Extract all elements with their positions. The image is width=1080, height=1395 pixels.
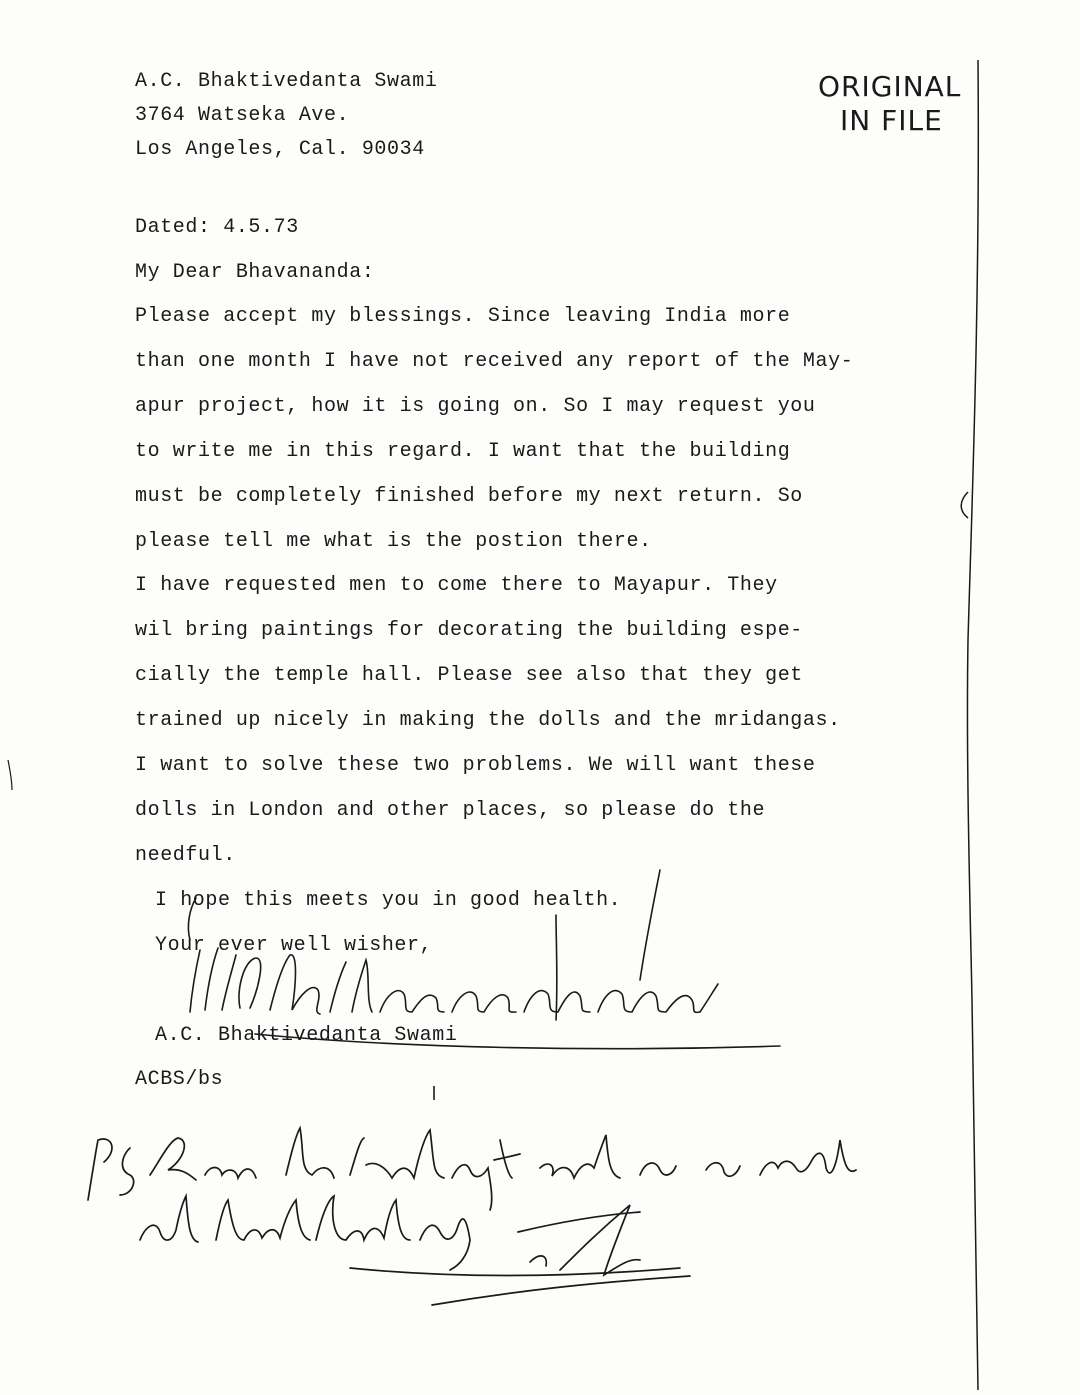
body-line: wil bring paintings for decorating the building espe-: [135, 619, 803, 642]
body-line: must be completely finished before my next return. So: [135, 485, 803, 508]
body-line: cially the temple hall. Please see also that they get: [135, 664, 803, 687]
body-line: needful.: [135, 844, 236, 867]
typist-initials: ACBS/bs: [135, 1068, 224, 1091]
body-line: Please accept my blessings. Since leaving India more: [135, 305, 791, 328]
body-line: I have requested men to come there to Mayapur. They: [135, 574, 778, 597]
right-margin-notch: [961, 492, 968, 518]
body-line: dolls in London and other places, so please do the: [135, 799, 766, 822]
sender-street: 3764 Watseka Ave.: [135, 104, 350, 127]
sender-name: A.C. Bhaktivedanta Swami: [135, 70, 438, 93]
body-line: to write me in this regard. I want that the building: [135, 440, 791, 463]
signature-scribble: [188, 870, 780, 1049]
body-line: apur project, how it is going on. So I may request you: [135, 395, 816, 418]
body-line: than one month I have not received any report of the May-: [135, 350, 854, 373]
body-line: please tell me what is the postion there.: [135, 530, 652, 553]
body-line: I want to solve these two problems. We will want these: [135, 754, 816, 777]
date-line: Dated: 4.5.73: [135, 216, 299, 239]
left-margin-mark: [8, 760, 12, 790]
closing-health: I hope this meets you in good health.: [155, 889, 622, 912]
right-margin-edge: [967, 60, 978, 1390]
typed-signature-name: A.C. Bhaktivedanta Swami: [155, 1024, 458, 1047]
body-line: trained up nicely in making the dolls and the mridangas.: [135, 709, 841, 732]
sender-city: Los Angeles, Cal. 90034: [135, 138, 425, 161]
closing-wisher: Your ever well wisher,: [155, 934, 433, 957]
postscript-handwriting: [88, 1128, 856, 1305]
stamp-line-2: IN FILE: [840, 104, 943, 137]
stamp-line-1: ORIGINAL: [818, 70, 962, 103]
salutation: My Dear Bhavananda:: [135, 261, 375, 284]
